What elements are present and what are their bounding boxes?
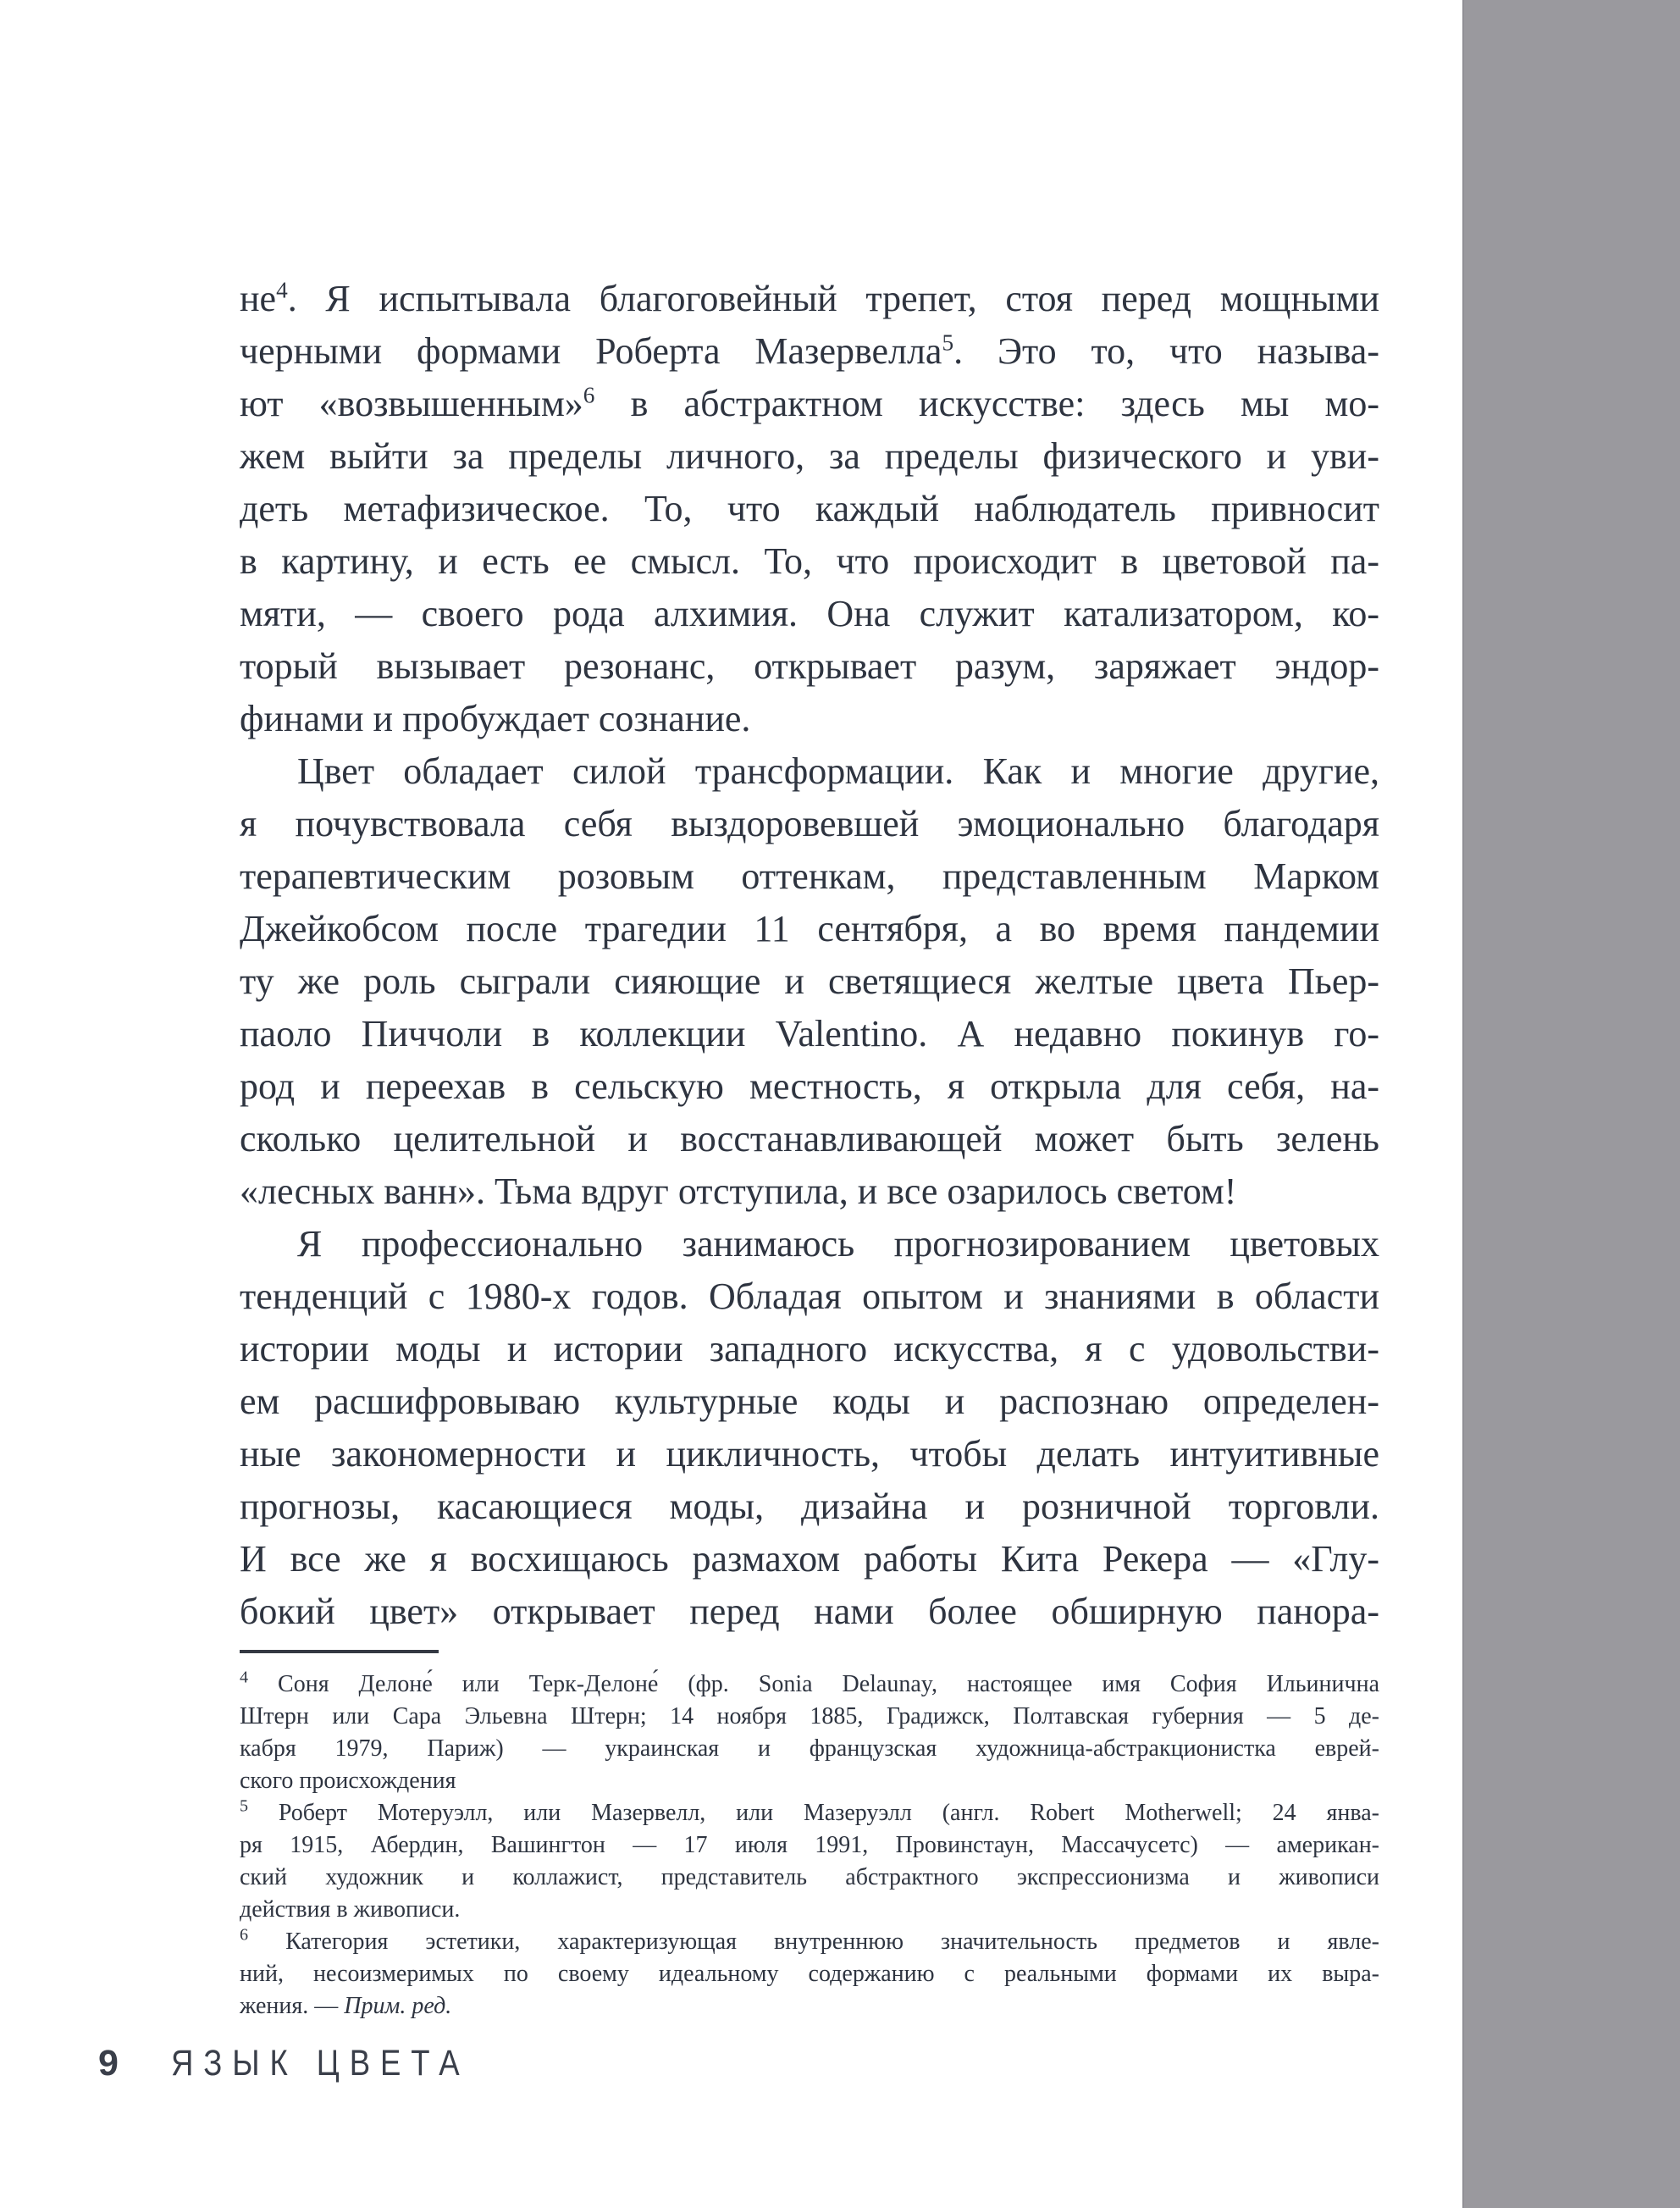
text-line: $^4$ Соня Делоне́ или Терк-Делоне́ (фр. Sonia Delaunay, настоящее имя София Ильинична bbox=[240, 1668, 1379, 1697]
footnote-marker: 4 bbox=[276, 277, 288, 303]
text-line: терапевтическим розовым оттенкам, представленным Марком bbox=[240, 855, 1379, 897]
text-line: род и переехав в сельскую местность, я открыла для себя, на- bbox=[240, 1065, 1379, 1107]
footnote-marker: 6 bbox=[240, 1925, 249, 1945]
text-line: ем расшифровываю культурные коды и распознаю определен- bbox=[240, 1381, 1379, 1422]
footnote-marker: 5 bbox=[942, 329, 954, 356]
paragraph bbox=[240, 745, 1379, 1218]
page-footer bbox=[98, 2043, 522, 2084]
text-line: торый вызывает резонанс, открывает разум, заряжает эндор- bbox=[240, 645, 1379, 687]
text-line: жем выйти за пределы личного, за пределы физического и уви- bbox=[240, 435, 1379, 477]
text-line: деть метафизическое. То, что каждый наблюдатель привносит bbox=[240, 488, 1379, 529]
text-line: $^5$ Роберт Мотеруэлл, или Мазервелл, или Мазеруэлл (англ. Robert Motherwell; 24 янва- bbox=[240, 1796, 1379, 1826]
text-line: ского происхождения bbox=[240, 1768, 456, 1794]
text-line: Штерн или Сара Эльевна Штерн; 14 ноября 1885, Градижск, Полтавская губерния — 5 де- bbox=[240, 1703, 1379, 1729]
page-content bbox=[240, 273, 1379, 2023]
text-line: $^6$ Категория эстетики, характеризующая внутреннюю значительность предметов и явле- bbox=[240, 1925, 1379, 1955]
text-line: мяти, — своего рода алхимия. Она служит катализатором, ко- bbox=[240, 593, 1379, 634]
footnote bbox=[240, 1668, 1379, 1797]
running-title: ЯЗЫК ЦВЕТА bbox=[170, 2043, 470, 2083]
page-number: 9 bbox=[98, 2043, 119, 2083]
footnote-separator bbox=[240, 1650, 439, 1653]
footnote bbox=[240, 1797, 1379, 1926]
text-line: ют «возвышенным»$^6$ в абстрактном искусстве: здесь мы мо- bbox=[240, 382, 1380, 424]
body-text bbox=[240, 273, 1379, 1638]
footnote-marker: 4 bbox=[240, 1668, 249, 1687]
text-line: ные закономерности и цикличность, чтобы делать интуитивные bbox=[240, 1433, 1379, 1475]
text-line: истории моды и истории западного искусства, я с удовольстви- bbox=[240, 1328, 1379, 1370]
text-line: жения. — Прим. ред. bbox=[240, 1993, 452, 2019]
text-line: Цвет обладает силой трансформации. Как и многие другие, bbox=[297, 750, 1379, 792]
text-line: финами и пробуждает сознание. bbox=[240, 698, 751, 739]
text-line: в картину, и есть ее смысл. То, что происходит в цветовой па- bbox=[240, 540, 1379, 582]
text-line: И все же я восхищаюсь размахом работы Кита Рекера — «Глу- bbox=[240, 1538, 1379, 1580]
text-line: бокий цвет» открывает перед нами более обширную панора- bbox=[240, 1591, 1379, 1632]
text-line: ту же роль сыграли сияющие и светящиеся желтые цвета Пьер- bbox=[240, 960, 1379, 1002]
text-line: ний, несоизмеримых по своему идеальному содержанию с реальными формами их выра- bbox=[240, 1961, 1379, 1987]
page-edge-gray-bar bbox=[1462, 0, 1680, 2208]
paragraph bbox=[240, 273, 1379, 745]
text-line: я почувствовала себя выздоровевшей эмоционально благодаря bbox=[240, 803, 1379, 844]
text-line: «лесных ванн». Тьма вдруг отступила, и все озарилось светом! bbox=[240, 1170, 1237, 1212]
text-line: кабря 1979, Париж) — украинская и французская художница-абстракционистка еврей- bbox=[240, 1735, 1379, 1762]
footnotes bbox=[240, 1668, 1379, 2023]
text-line: паоло Пиччоли в коллекции Valentino. А недавно покинув го- bbox=[240, 1013, 1379, 1054]
text-line: тенденций с 1980-х годов. Обладая опытом и знаниями в области bbox=[240, 1276, 1379, 1317]
paragraph bbox=[240, 1218, 1379, 1638]
text-line: ря 1915, Абердин, Вашингтон — 17 июля 1991, Провинстаун, Массачусетс) — американ- bbox=[240, 1832, 1379, 1858]
text-line: ский художник и коллажист, представитель абстрактного экспрессионизма и живописи bbox=[240, 1864, 1379, 1890]
text-line: $не^4$. Я испытывала благоговейный трепет, стоя перед мощными bbox=[240, 277, 1379, 319]
text-line: Джейкобсом после трагедии 11 сентября, а во время пандемии bbox=[240, 908, 1379, 949]
text-line: действия в живописи. bbox=[240, 1896, 461, 1923]
text-line: Я профессионально занимаюсь прогнозированием цветовых bbox=[297, 1223, 1379, 1264]
text-line: сколько целительной и восстанавливающей может быть зелень bbox=[240, 1118, 1379, 1159]
footnote-marker: 6 bbox=[583, 382, 595, 408]
text-line: прогнозы, касающиеся моды, дизайна и розничной торговли. bbox=[240, 1486, 1379, 1527]
footnote-marker: 5 bbox=[240, 1796, 249, 1816]
text-line: черными формами Роберта Мазервелла$^5$. Это то, что называ- bbox=[240, 329, 1379, 372]
footnote bbox=[240, 1926, 1379, 2023]
